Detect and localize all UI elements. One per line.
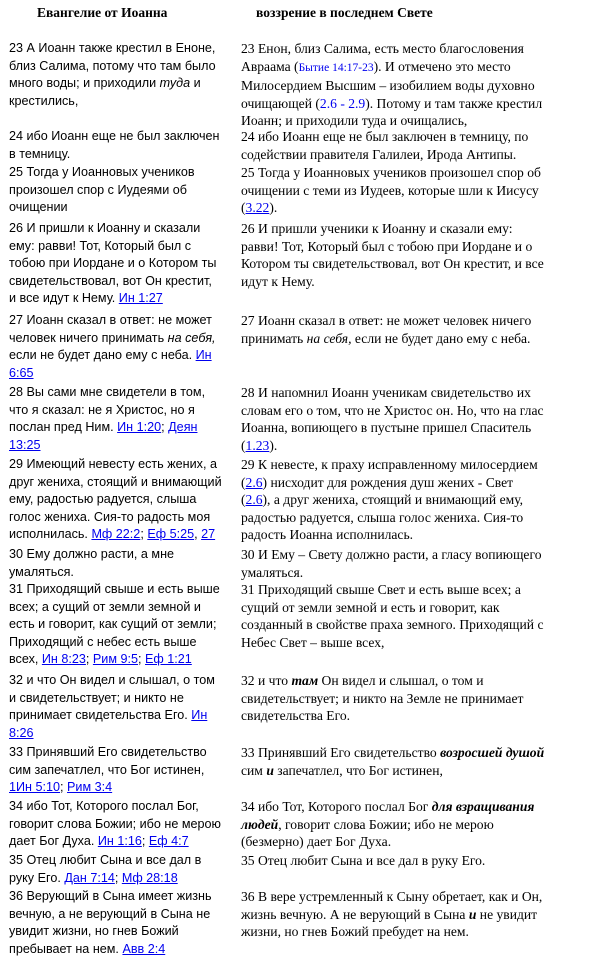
right-verse-36: 36 В вере устремленный к Сыну обретает, как и Он, жизнь вечную. А не верующий в Сына и не увидит жизни, но гнев Божий пребудет на нем. bbox=[241, 889, 543, 940]
right-verse-31: 31 Приходящий свыше Свет и есть выше всех; а сущий от земли земной и есть и говорит, как созданный в свойстве праха земного. Приходящий с Небес Свет – выше всех, bbox=[241, 582, 544, 650]
right-column-title: воззрение в последнем Свете bbox=[256, 5, 433, 20]
reference-link[interactable]: Ин bbox=[195, 348, 212, 363]
left-verse-25: 25 Тогда у Иоанновых учеников произошел спор с Иудеями об очищении bbox=[9, 165, 195, 215]
right-verse-30: 30 И Ему – Свету должно расти, а гласу вопиющего умаляться. bbox=[241, 547, 542, 580]
left-verse-32: 32 и что Он видел и слышал, о том и свидетельствует; и никто не принимает свидетельства Его. Ин 8:26 bbox=[9, 673, 215, 740]
reference-link[interactable]: Деян bbox=[168, 420, 198, 435]
reference-link[interactable]: Авв 2:4 bbox=[122, 941, 166, 956]
right-verse-26: 26 И пришли ученики к Иоанну и сказали ему: равви! Тот, Который был с тобою при Иордане и о Котором ты свидетельствовал, вот Он крестит, и все идут к Нему. bbox=[241, 221, 544, 289]
reference-link[interactable]: 6:65 bbox=[9, 365, 34, 380]
reference-link[interactable]: Рим 9:5 bbox=[92, 652, 139, 667]
right-verse-32: 32 и что там Он видел и слышал, о том и свидетельствует; и никто на Земле не принимает свидетельства Его. bbox=[241, 673, 524, 724]
reference-link[interactable]: 3.22 bbox=[245, 200, 270, 216]
reference-link[interactable]: Еф 4:7 bbox=[148, 834, 189, 849]
left-column-title: Евангелие от Иоанна bbox=[37, 5, 168, 20]
right-verse-28: 28 И напомнил Иоанн ученикам свидетельство их словам его о том, что не Христос он. Но, что на глас Иоанна, вопиющего в пустыне пришел Спаситель (1.23). bbox=[241, 385, 544, 453]
right-verse-34: 34 ибо Тот, Которого послал Бог для взращивания людей, говорит слова Божии; ибо не мерою (безмерно) дает Бог Духа. bbox=[241, 799, 535, 850]
reference-link[interactable]: Еф 5:25 bbox=[147, 527, 195, 542]
left-verse-26: 26 И пришли к Иоанну и сказали ему: равви! Тот, Который был с тобою при Иордане и о Котором ты свидетельствовал, вот Он крестит, и все идут к Нему. Ин 1:27 bbox=[9, 221, 217, 306]
reference-link[interactable]: 1.23 bbox=[245, 437, 270, 453]
right-verse-29: 29 К невесте, к праху исправленному милосердием (2.6) нисходит для рождения душ жених - Свет (2.6), а друг жениха, стоящий и внимающий ему, радостью радуется, слыша голос жениха. Сия-то радость Иоанна исполнилась. bbox=[241, 457, 538, 543]
reference-link[interactable]: 2.6 bbox=[245, 474, 263, 490]
left-verse-24: 24 ибо Иоанн еще не был заключен в темницу. bbox=[9, 129, 220, 161]
reference-link[interactable]: 27 bbox=[201, 527, 216, 542]
reference-link[interactable]: Мф 28:18 bbox=[121, 870, 178, 885]
reference-link[interactable]: 8:26 bbox=[9, 725, 34, 740]
right-verse-23: 23 Енон, близ Салима, есть место благословения Авраама (Бытие 14:17-23). И отмечено это место Милосердием Высшим – изобилием воды духовно очищающей (2.6 - 2.9). Потому и там также крестил Иоанн; и приходили туда и очищались, bbox=[241, 41, 543, 129]
left-verse-34: 34 ибо Тот, Которого послал Бог, говорит слова Божии; ибо не мерою дает Бог Духа. Ин 1:16; Еф 4:7 bbox=[9, 799, 221, 849]
reference-link[interactable]: 2.6 bbox=[245, 492, 263, 508]
left-verse-23: 23 А Иоанн также крестил в Еноне, близ Салима, потому что там было много воды; и приходили туда и крестились, bbox=[9, 41, 216, 108]
reference-link[interactable]: Ин 1:20 bbox=[117, 420, 162, 435]
left-verse-35: 35 Отец любит Сына и все дал в руку Его. Дан 7:14; Мф 28:18 bbox=[9, 853, 202, 885]
reference-link[interactable]: Мф 22:2 bbox=[91, 527, 141, 542]
reference-link[interactable]: Еф 1:21 bbox=[145, 652, 192, 667]
reference-link[interactable]: 13:25 bbox=[9, 437, 41, 452]
left-verse-31: 31 Приходящий свыше и есть выше всех; а сущий от земли земной и есть и говорит, как сущий от земли; Приходящий с небес есть выше всех, Ин 8:23; Рим 9:5; Еф 1:21 bbox=[9, 582, 220, 667]
right-verse-24: 24 ибо Иоанн еще не был заключен в темницу, по содействии правителя Галилеи, Ирода Антипы. bbox=[241, 129, 529, 162]
left-verse-36: 36 Верующий в Сына имеет жизнь вечную, а не верующий в Сына не увидит жизни, но гнев Божий пребывает на нем. Авв 2:4 bbox=[9, 889, 212, 956]
left-verse-28: 28 Вы сами мне свидетели в том, что я сказал: не я Христос, но я послан пред Ним. Ин 1:20; Деян 13:25 bbox=[9, 385, 206, 452]
reference-link[interactable]: Дан 7:14 bbox=[64, 870, 115, 885]
reference-link[interactable]: Ин 8:23 bbox=[41, 652, 86, 667]
reference-link[interactable]: Бытие 14:17-23 bbox=[298, 61, 374, 74]
reference-link[interactable]: Рим 3:4 bbox=[67, 780, 113, 795]
reference-link[interactable]: Ин 1:27 bbox=[118, 291, 163, 306]
right-verse-25: 25 Тогда у Иоанновых учеников произошел спор об очищении с теми из Иудеев, которые шли к Иисусу (3.22). bbox=[241, 165, 541, 216]
reference-link[interactable]: Ин 1:16 bbox=[97, 834, 142, 849]
right-verse-35: 35 Отец любит Сына и все дал в руку Его. bbox=[241, 853, 486, 868]
left-verse-29: 29 Имеющий невесту есть жених, а друг жениха, стоящий и внимающий ему, радостью радуется, слыша голос жениха. Сия-то радость моя исполнилась. Мф 22:2; Еф 5:25, 27 bbox=[9, 457, 222, 542]
left-verse-33: 33 Принявший Его свидетельство сим запечатлел, что Бог истинен, 1Ин 5:10; Рим 3:4 bbox=[9, 745, 207, 795]
reference-link[interactable]: Ин bbox=[191, 708, 208, 723]
right-verse-27: 27 Иоанн сказал в ответ: не может человек ничего принимать на себя, если не будет дано ему с неба. bbox=[241, 313, 532, 346]
reference-link[interactable]: 1Ин 5:10 bbox=[9, 780, 61, 795]
left-verse-30: 30 Ему должно расти, а мне умаляться. bbox=[9, 547, 175, 579]
reference-link[interactable]: 2.6 - 2.9 bbox=[319, 95, 366, 111]
left-verse-27: 27 Иоанн сказал в ответ: не может человек ничего принимать на себя, если не будет дано ему с неба. Ин 6:65 bbox=[9, 313, 216, 380]
right-verse-33: 33 Принявший Его свидетельство возросшей душой сим и запечатлел, что Бог истинен, bbox=[241, 745, 545, 778]
